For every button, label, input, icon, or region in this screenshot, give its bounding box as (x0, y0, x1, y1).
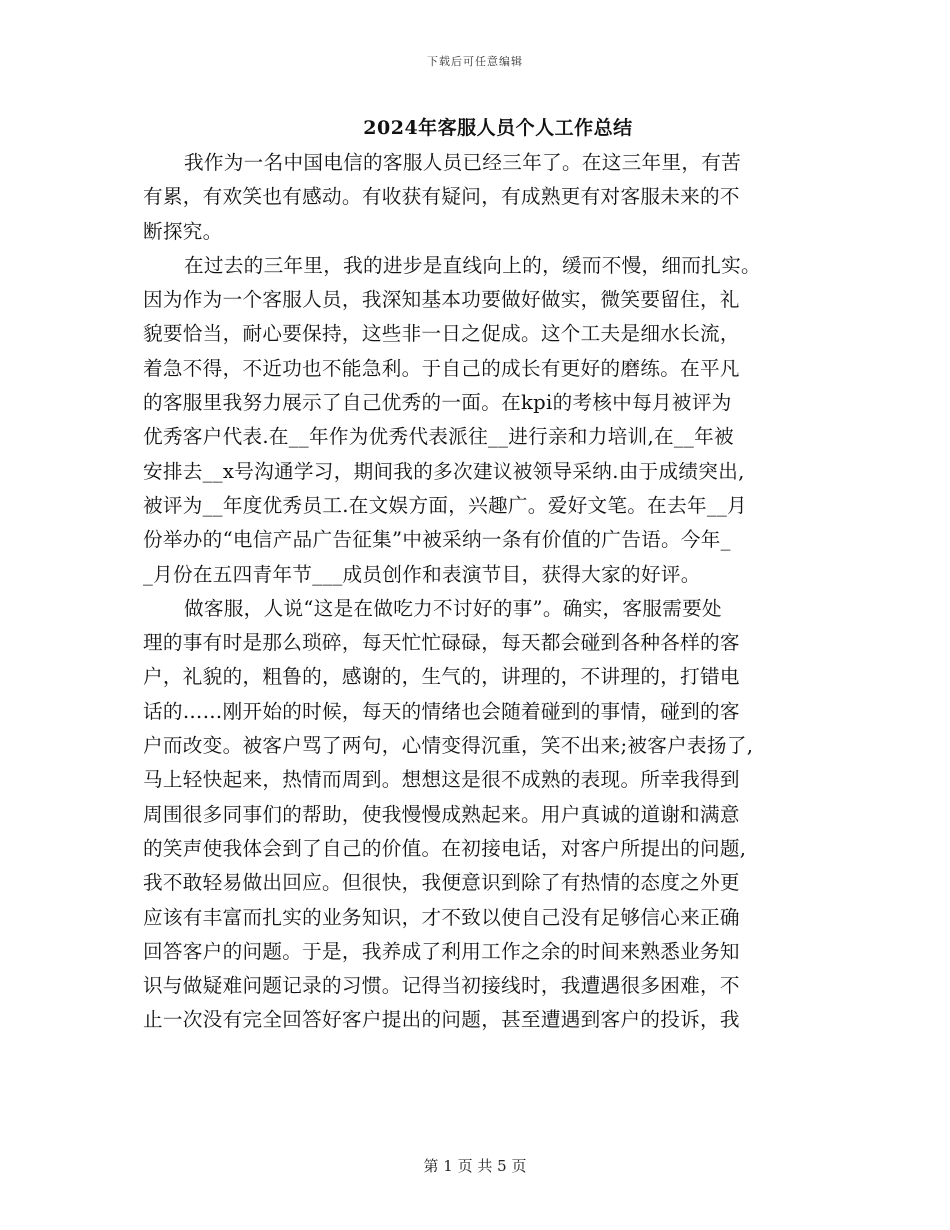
text-line: 止一次没有完全回答好客户提出的问题，甚至遭遇到客户的投诉，我 (143, 1008, 740, 1032)
text-line: 着急不得，不近功也不能急利。于自己的成长有更好的磨练。在平凡 (143, 356, 740, 380)
document-title: 2024年客服人员个人工作总结 (363, 117, 633, 139)
text-line: 被评为__年度优秀员工.在文娱方面，兴趣广。爱好文笔。在去年__月 (143, 493, 747, 517)
text-line: 优秀客户代表.在__年作为优秀代表派往__进行亲和力培训,在__年被 (143, 425, 734, 449)
page-header-note: 下载后可任意编辑 (427, 55, 523, 68)
text-line: 在过去的三年里，我的进步是直线向上的，缓而不慢，细而扎实。 (184, 253, 761, 277)
text-line: 有累，有欢笑也有感动。有收获有疑问，有成熟更有对客服未来的不 (143, 185, 740, 209)
text-line: 的笑声使我体会到了自己的价值。在初接电话，对客户所提出的问题, (143, 836, 747, 860)
page-number-footer: 第 1 页 共 5 页 (423, 1157, 527, 1175)
text-line: 安排去__x号沟通学习，期间我的多次建议被领导采纳.由于成绩突出, (143, 459, 745, 483)
text-line: 周围很多同事们的帮助，使我慢慢成熟起来。用户真诚的道谢和满意 (143, 802, 740, 826)
text-line: 话的……刚开始的时候，每天的情绪也会随着碰到的事情，碰到的客 (143, 699, 740, 723)
text-line: 马上轻快起来，热情而周到。想想这是很不成熟的表现。所幸我得到 (143, 768, 740, 792)
text-line: 断探究。 (143, 219, 223, 243)
text-line: 户而改变。被客户骂了两句，心情变得沉重，笑不出来;被客户表扬了, (143, 734, 754, 758)
paragraph-3 (143, 592, 811, 1038)
text-line: 做客服，人说“这是在做吃力不讨好的事”。确实，客服需要处 (184, 596, 722, 620)
text-line: 我作为一名中国电信的客服人员已经三年了。在这三年里，有苦 (184, 151, 742, 174)
paragraph-1 (143, 146, 811, 249)
text-line: 份举办的“电信产品广告征集”中被采纳一条有价值的广告语。今年_ (143, 528, 731, 552)
paragraph-2 (143, 249, 811, 592)
text-line: 因为作为一个客服人员，我深知基本功要做好做实，微笑要留住，礼 (143, 288, 740, 312)
text-line: 回答客户的问题。于是，我养成了利用工作之余的时间来熟悉业务知 (143, 939, 740, 963)
text-line: 理的事有时是那么琐碎，每天忙忙碌碌，每天都会碰到各种各样的客 (143, 631, 740, 655)
text-line: 貌要恰当，耐心要保持，这些非一日之促成。这个工夫是细水长流， (143, 322, 740, 346)
text-line: 应该有丰富而扎实的业务知识，才不致以使自己没有足够信心来正确 (143, 905, 740, 929)
text-line: 的客服里我努力展示了自己优秀的一面。在kpi的考核中每月被评为 (143, 391, 732, 415)
text-line: 户，礼貌的，粗鲁的，感谢的，生气的，讲理的，不讲理的，打错电 (143, 665, 740, 689)
document-body (143, 146, 811, 1038)
text-line: 识与做疑难问题记录的习惯。记得当初接线时，我遭遇很多困难，不 (143, 974, 740, 998)
text-line: 我不敢轻易做出回应。但很快，我便意识到除了有热情的态度之外更 (143, 871, 740, 895)
text-line: _月份在五四青年节___成员创作和表演节目，获得大家的好评。 (143, 562, 701, 586)
